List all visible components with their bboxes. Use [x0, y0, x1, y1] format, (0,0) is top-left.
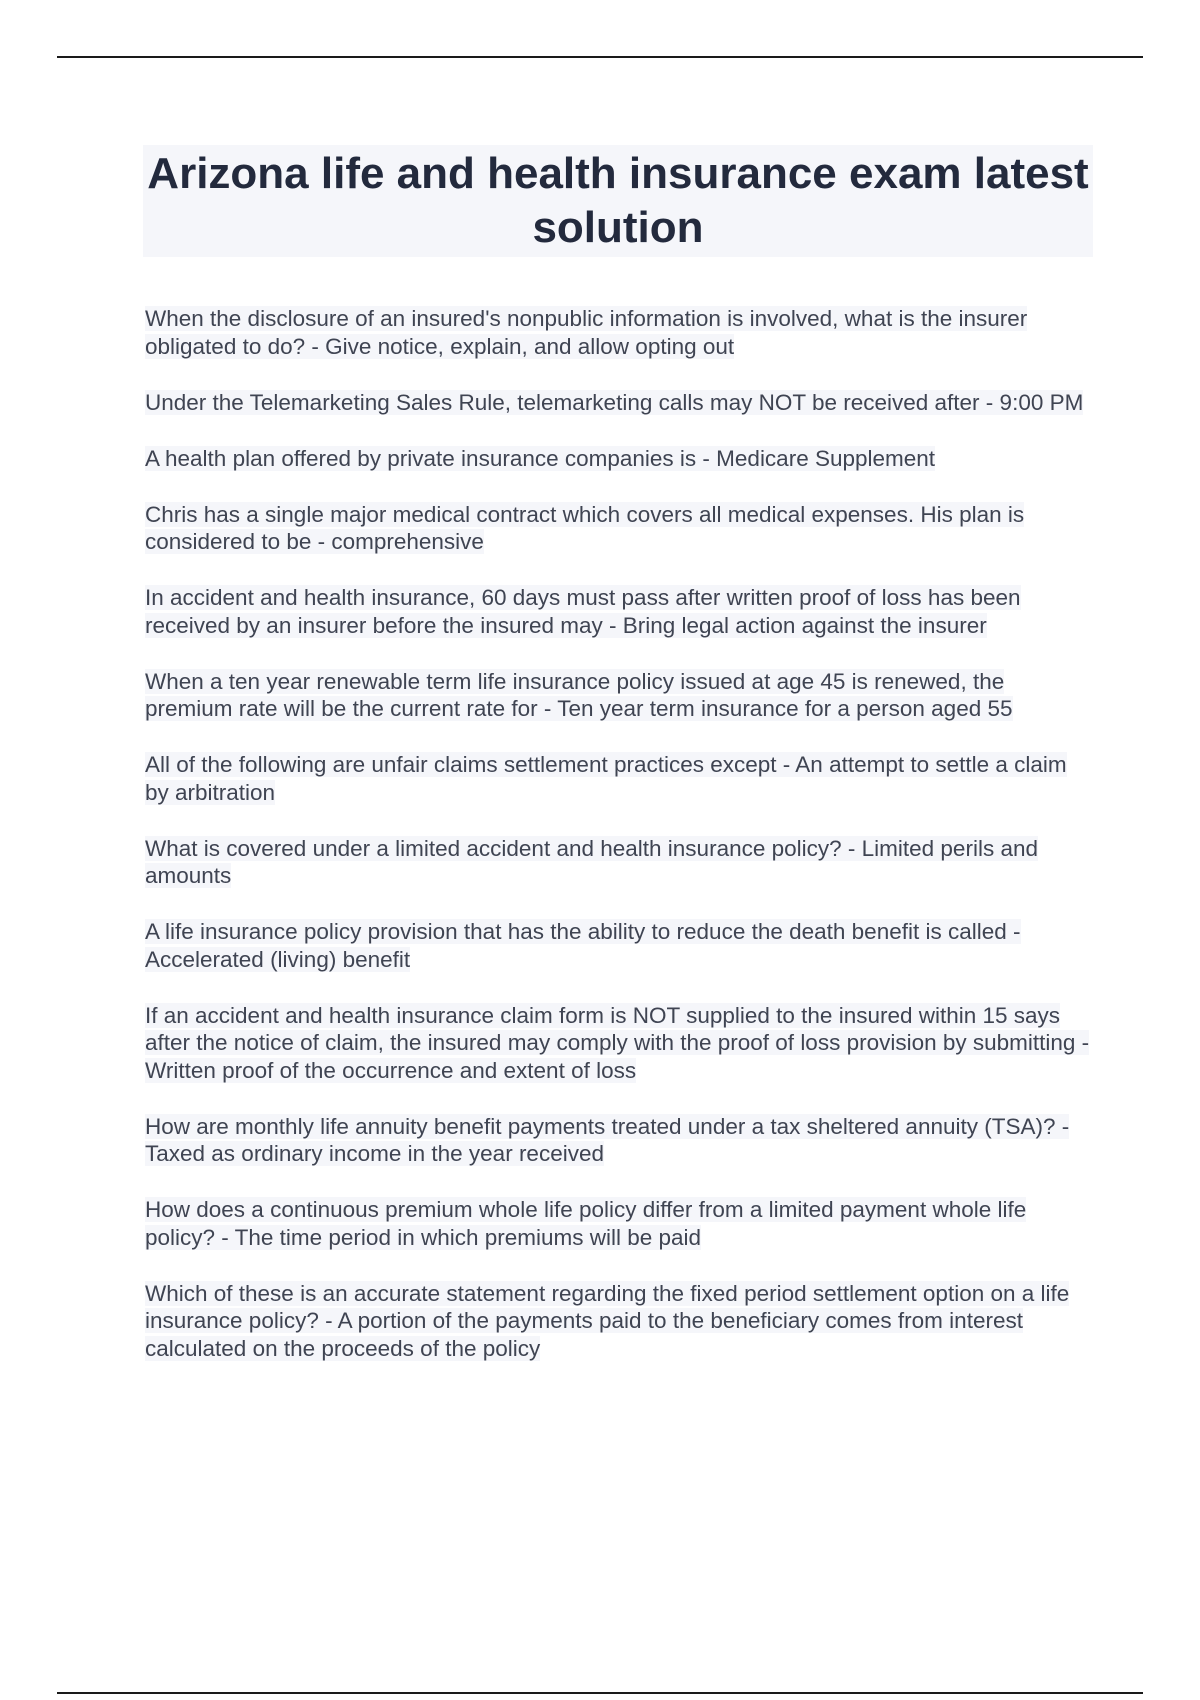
qa-text: Under the Telemarketing Sales Rule, telemarketing calls may NOT be received after - 9:00 PM	[145, 389, 1084, 415]
qa-item	[145, 1002, 1095, 1085]
qa-text: A life insurance policy provision that has the ability to reduce the death benefit is called - Accelerated (living) benefit	[145, 919, 1021, 972]
qa-item	[145, 751, 1095, 806]
bottom-rule	[57, 1692, 1143, 1694]
qa-item	[145, 1113, 1095, 1168]
qa-item	[145, 445, 1095, 473]
qa-text: How does a continuous premium whole life policy differ from a limited payment whole life policy? - The time period in which premiums will be paid	[145, 1197, 1027, 1250]
top-rule	[57, 56, 1143, 58]
qa-item	[145, 1280, 1095, 1363]
qa-item	[145, 835, 1095, 890]
title-banner	[143, 145, 1093, 257]
qa-text: In accident and health insurance, 60 days must pass after written proof of loss has been received by an insurer before the insured may - Bring legal action against the insurer	[145, 585, 1021, 638]
qa-text: A health plan offered by private insurance companies is - Medicare Supplement	[145, 445, 936, 471]
qa-text: What is covered under a limited accident and health insurance policy? - Limited perils and amounts	[145, 835, 1038, 888]
qa-text: Chris has a single major medical contract which covers all medical expenses. His plan is considered to be - comprehensive	[145, 501, 1025, 554]
qa-text: Which of these is an accurate statement regarding the fixed period settlement option on a life insurance policy? - A portion of the payments paid to the beneficiary comes from interest calculated on the proceeds of the policy	[145, 1280, 1070, 1361]
qa-text: If an accident and health insurance claim form is NOT supplied to the insured within 15 says after the notice of claim, the insured may comply with the proof of loss provision by submitting - Written proof of the occurrence and extent of loss	[145, 1002, 1090, 1083]
qa-list	[145, 305, 1095, 1391]
qa-text: All of the following are unfair claims settlement practices except - An attempt to settle a claim by arbitration	[145, 752, 1067, 805]
qa-item	[145, 305, 1095, 360]
qa-item	[145, 584, 1095, 639]
qa-text: When a ten year renewable term life insurance policy issued at age 45 is renewed, the premium rate will be the current rate for - Ten year term insurance for a person aged 55	[145, 668, 1013, 721]
qa-text: When the disclosure of an insured's nonpublic information is involved, what is the insurer obligated to do? - Give notice, explain, and allow opting out	[145, 306, 1028, 359]
qa-text: How are monthly life annuity benefit payments treated under a tax sheltered annuity (TSA)? - Taxed as ordinary income in the year received	[145, 1113, 1070, 1166]
qa-item	[145, 501, 1095, 556]
qa-item	[145, 668, 1095, 723]
page-title: Arizona life and health insurance exam latest solution	[147, 149, 1089, 252]
qa-item	[145, 389, 1095, 417]
qa-item	[145, 918, 1095, 973]
qa-item	[145, 1196, 1095, 1251]
